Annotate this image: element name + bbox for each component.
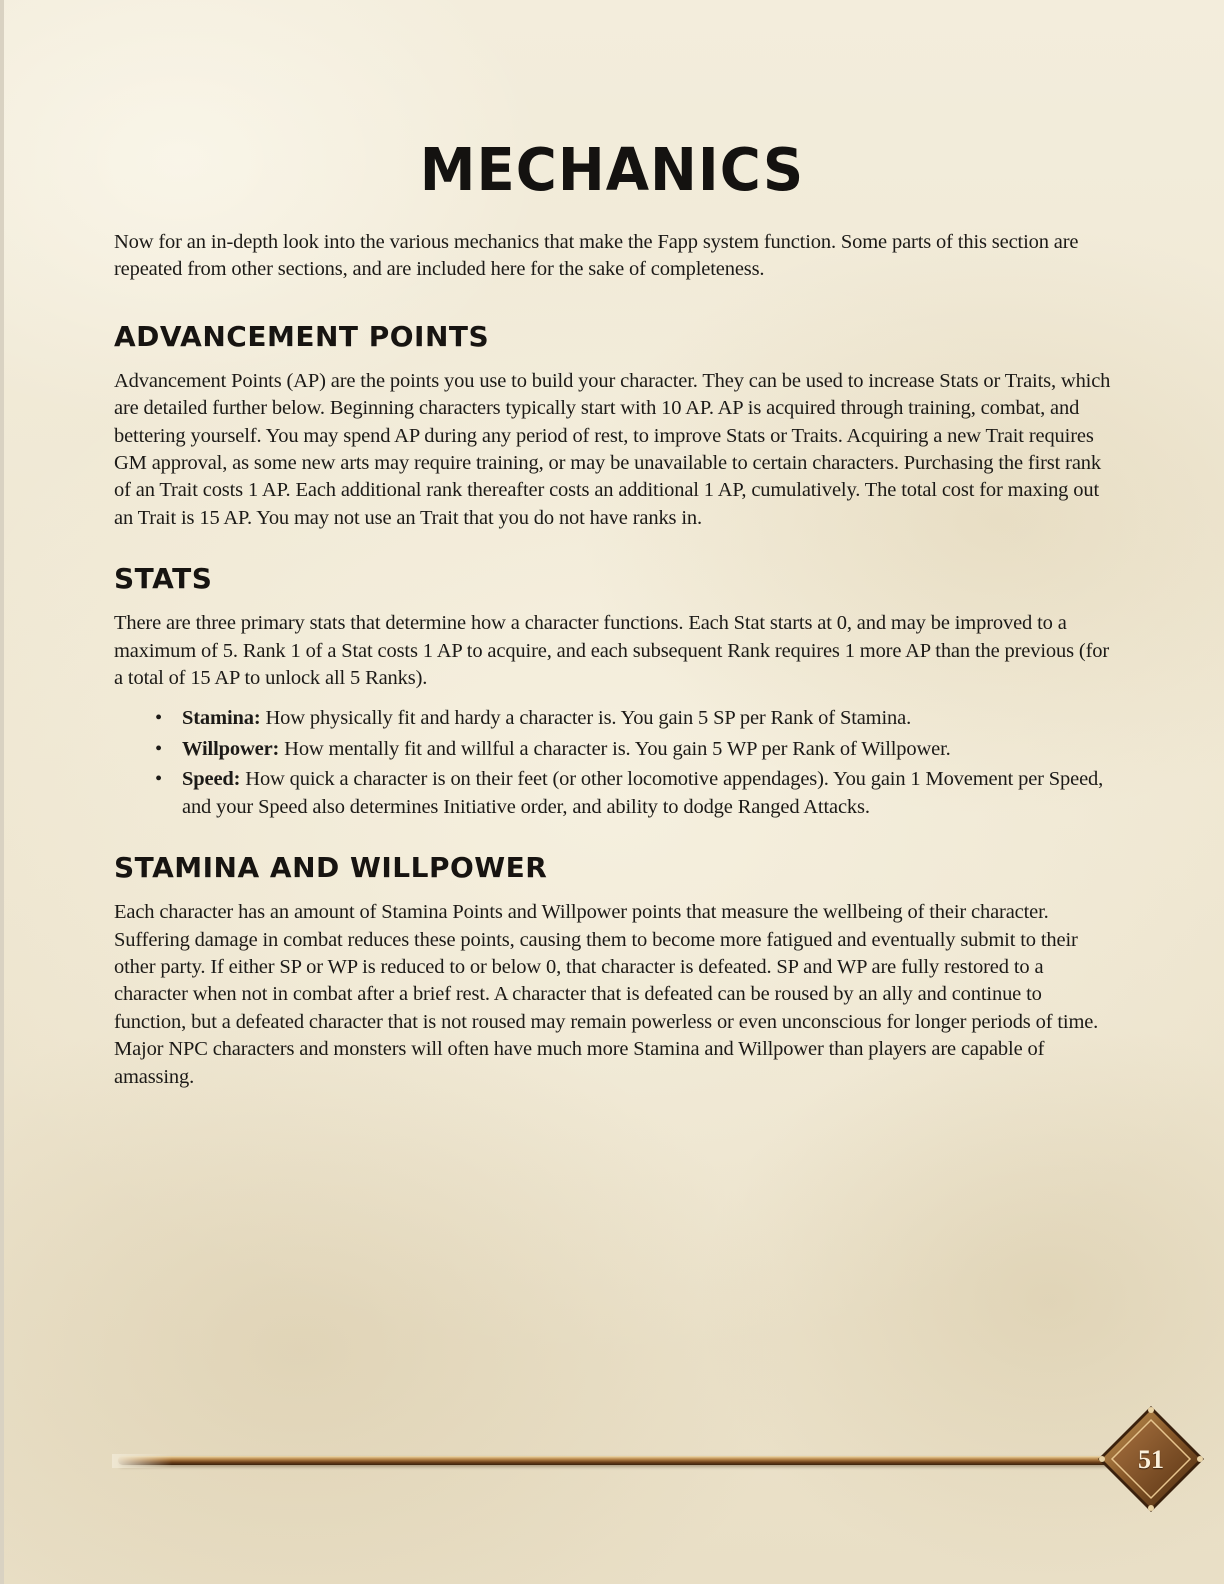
page-title: MECHANICS [419, 136, 805, 205]
advancement-points-paragraph: Advancement Points (AP) are the points you use to build your character. They can be used to increase Stats or Traits, which are detailed further below. Beginning characters typically start with 10 AP. AP is acquired through training, combat, and bettering yourself. You may spend AP during any period of rest, to improve Stats or Traits. Acquiring a new Trait requires GM approval, as some new arts may require training, or may be unavailable to certain characters. Purchasing the first rank of an Trait costs 1 AP. Each additional rank thereafter costs an additional 1 AP, cumulatively. The total cost for maxing out an Trait is 15 AP. You may not use an Trait that you do not have ranks in. [114, 369, 1111, 529]
page-edge [0, 0, 4, 1584]
intro-paragraph: Now for an in-depth look into the various mechanics that make the Fapp system function. Some parts of this section are repeated from other sections, and are included here for the sake of completeness. [114, 231, 1079, 281]
stat-term-speed: Speed: [182, 768, 241, 791]
section-heading-stats: STATS [114, 562, 213, 596]
stat-term-stamina: Stamina: [182, 707, 261, 730]
footer-divider [118, 1456, 1118, 1465]
stat-term-willpower: Willpower: [182, 737, 280, 760]
list-item [182, 736, 1114, 763]
footer-divider-fade [112, 1454, 172, 1468]
stat-description: How physically fit and hardy a character is. You gain 5 SP per Rank of Stamina. [260, 707, 912, 730]
stamina-willpower-paragraph: Each character has an amount of Stamina Points and Willpower points that measure the wellbeing of their character. Suffering damage in combat reduces these points, causing them to become more fatigued and eventually submit to their other party. If either SP or WP is reduced to or below 0, that character is defeated. SP and WP are fully restored to a character when not in combat after a brief rest. A character that is defeated can be roused by an ally and continue to function, but a defeated character that is not roused may remain powerless or even unconscious for longer periods of time. Major NPC characters and monsters will often have much more Stamina and Willpower than players are capable of amassing. [114, 901, 1099, 1088]
section-heading-stamina-and-willpower: STAMINA AND WILLPOWER [114, 851, 548, 885]
list-item [182, 705, 1114, 732]
list-item [182, 766, 1114, 821]
stats-list [114, 705, 1114, 821]
stat-description: How quick a character is on their feet (or other locomotive appendages). You gain 1 Movement per Speed, and your Speed also determines Initiative order, and ability to dodge Ranged Attacks. [182, 768, 1104, 818]
page-number: 51 [1138, 1445, 1164, 1474]
stat-description: How mentally fit and willful a character is. You gain 5 WP per Rank of Willpower. [279, 737, 951, 760]
stats-paragraph: There are three primary stats that determine how a character functions. Each Stat starts at 0, and may be improved to a maximum of 5. Rank 1 of a Stat costs 1 AP to acquire, and each subsequent Rank requires 1 more AP than the previous (for a total of 15 AP to unlock all 5 Ranks). [114, 612, 1110, 690]
section-heading-advancement-points: ADVANCEMENT POINTS [114, 319, 490, 353]
page-content [114, 229, 1114, 1091]
